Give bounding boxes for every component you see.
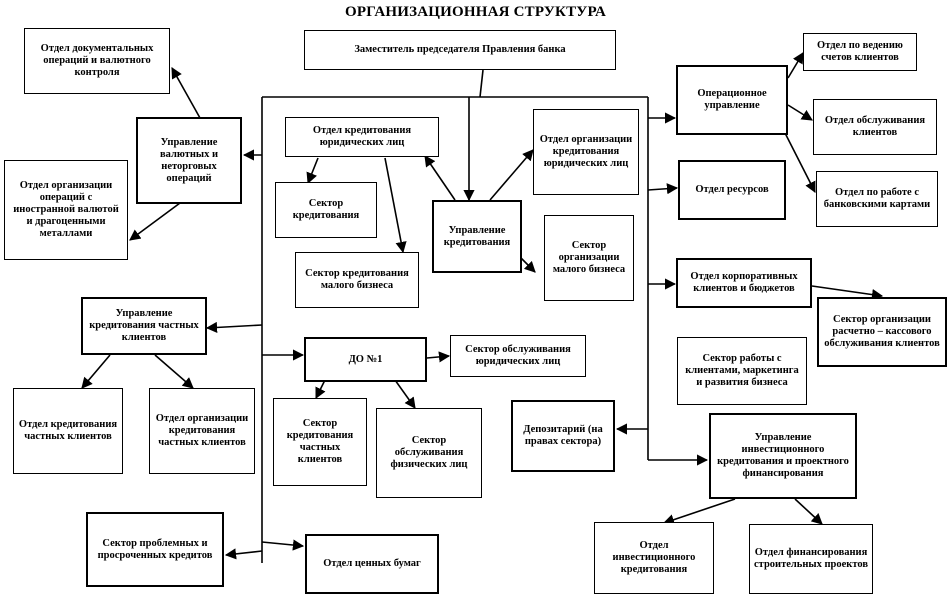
edge-resources bbox=[648, 188, 677, 190]
fx-mgmt-box: Управление валютных и неторговых операций bbox=[136, 117, 242, 204]
depository-box: Депозитарий (на правах сектора) bbox=[511, 400, 615, 472]
edge-small-biz bbox=[385, 158, 403, 252]
edge-credit-sector bbox=[308, 158, 318, 183]
bank-cards-box: Отдел по работе с банковскими картами bbox=[816, 171, 938, 227]
small-biz-credit-box: Сектор кредитования малого бизнеса bbox=[295, 252, 419, 308]
ops-mgmt-box: Операционное управление bbox=[676, 65, 788, 135]
edge-private-credit bbox=[316, 380, 325, 398]
edge-securities bbox=[262, 542, 303, 546]
individual-service-box: Сектор обслуживания физических лиц bbox=[376, 408, 482, 498]
edge-client-accounts bbox=[788, 53, 803, 78]
edge-client-service bbox=[788, 105, 812, 120]
edge-retail-org bbox=[155, 355, 193, 388]
edge-credit-legal bbox=[425, 156, 455, 200]
client-accounts-box: Отдел по ведению счетов клиентов bbox=[803, 33, 917, 71]
legal-service-box: Сектор обслуживания юридических лиц bbox=[450, 335, 586, 377]
construction-box: Отдел финансирования строительных проектов bbox=[749, 524, 873, 594]
edge-org-credit-legal bbox=[490, 150, 533, 200]
deputy-chairman-box: Заместитель председателя Правления банка bbox=[304, 30, 616, 70]
deputy-drop bbox=[480, 70, 483, 97]
settlement-box: Сектор организации расчетно – кассового обслуживания клиентов bbox=[817, 297, 947, 367]
credit-mgmt-box: Управление кредитования bbox=[432, 200, 522, 273]
edge-individual-service bbox=[395, 380, 415, 408]
problem-credits-box: Сектор проблемных и просроченных кредитов bbox=[86, 512, 224, 587]
org-small-biz-box: Сектор организации малого бизнеса bbox=[544, 215, 634, 301]
edge-construction bbox=[795, 499, 822, 524]
fx-ops-dept-box: Отдел организации операций с иностранной валютой и драгоценными металлами bbox=[4, 160, 128, 260]
retail-credit-mgmt-box: Управление кредитования частных клиентов bbox=[81, 297, 207, 355]
edge-org-small-biz bbox=[521, 258, 535, 272]
edge-fx-ops bbox=[130, 203, 180, 240]
page-title: ОРГАНИЗАЦИОННАЯ СТРУКТУРА bbox=[344, 4, 606, 20]
edge-retail-mgmt bbox=[207, 325, 262, 328]
client-service-box: Отдел обслуживания клиентов bbox=[813, 99, 937, 155]
edge-legal-service bbox=[427, 356, 449, 358]
do1-box: ДО №1 bbox=[304, 337, 427, 382]
doc-ops-box: Отдел документальных операций и валютного контроля bbox=[24, 28, 170, 94]
private-credit-box: Сектор кредитования частных клиентов bbox=[273, 398, 367, 486]
corporate-clients-box: Отдел корпоративных клиентов и бюджетов bbox=[676, 258, 812, 308]
investment-credit-box: Отдел инвестиционного кредитования bbox=[594, 522, 714, 594]
resources-box: Отдел ресурсов bbox=[678, 160, 786, 220]
investment-mgmt-box: Управление инвестиционного кредитования и проектного финансирования bbox=[709, 413, 857, 499]
retail-credit-box: Отдел кредитования частных клиентов bbox=[13, 388, 123, 474]
org-credit-legal-box: Отдел организации кредитования юридических лиц bbox=[533, 109, 639, 195]
edge-retail-credit bbox=[82, 355, 110, 388]
credit-legal-box: Отдел кредитования юридических лиц bbox=[285, 117, 439, 157]
retail-org-box: Отдел организации кредитования частных клиентов bbox=[149, 388, 255, 474]
edge-settlement bbox=[812, 286, 882, 296]
edge-bank-cards bbox=[785, 133, 815, 192]
edge-investment-credit bbox=[664, 499, 735, 523]
edge-problem bbox=[226, 551, 262, 555]
edge-doc-ops bbox=[172, 68, 200, 118]
credit-sector-box: Сектор кредитования bbox=[275, 182, 377, 238]
securities-box: Отдел ценных бумаг bbox=[305, 534, 439, 594]
marketing-box: Сектор работы с клиентами, маркетинга и развития бизнеса bbox=[677, 337, 807, 405]
